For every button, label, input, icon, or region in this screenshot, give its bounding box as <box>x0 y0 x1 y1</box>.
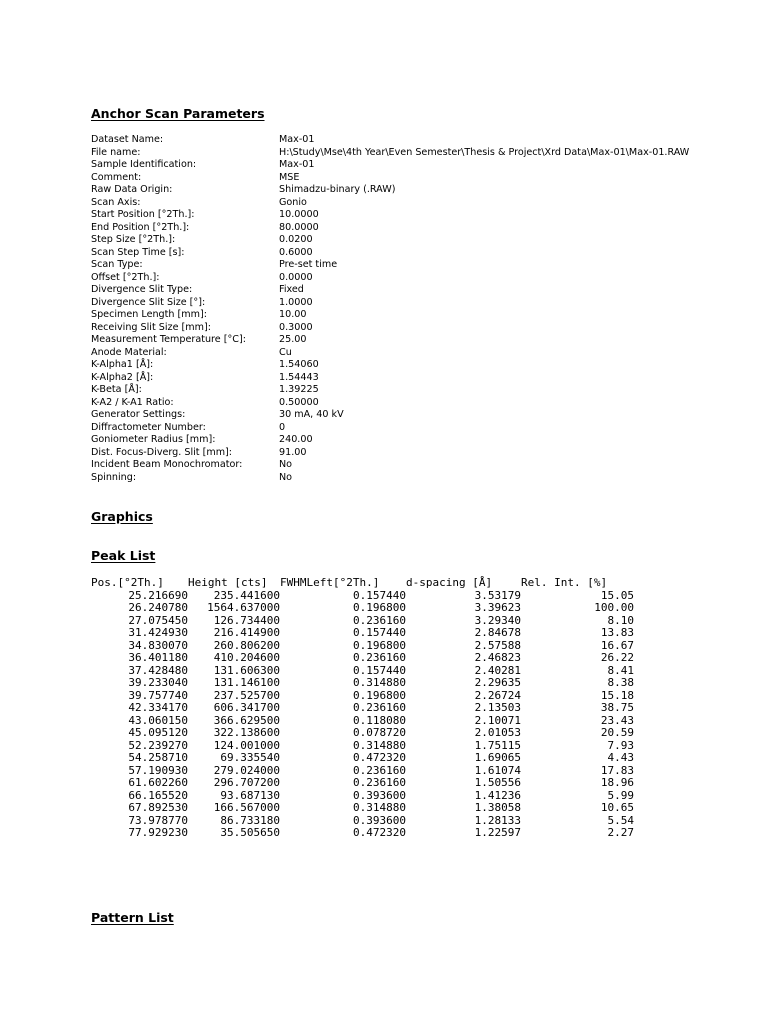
parameter-value: Max-01 <box>279 134 315 145</box>
peak-table-header-row <box>91 577 634 590</box>
table-row <box>91 677 634 690</box>
parameter-row <box>91 334 751 347</box>
peak-rel-intensity-cell: 26.22 <box>600 651 634 664</box>
peak-d-spacing-cell: 2.84678 <box>474 626 521 639</box>
peak-position-cell: 52.239270 <box>128 738 188 752</box>
peak-rel-intensity-cell: 15.18 <box>600 688 634 702</box>
peak-fwhm-cell: 0.236160 <box>353 701 406 714</box>
peak-d-spacing-cell: 1.38058 <box>474 801 521 814</box>
parameter-row <box>91 447 751 460</box>
peak-d-spacing-cell: 1.22597 <box>474 826 521 839</box>
peak-position-cell: 61.602260 <box>128 776 188 789</box>
parameter-value: 1.54443 <box>279 371 319 383</box>
parameter-value: 10.00 <box>279 309 307 320</box>
table-row <box>91 702 634 715</box>
peak-d-spacing-cell: 3.53179 <box>474 588 521 602</box>
peak-fwhm-cell: 0.196800 <box>353 601 406 614</box>
parameter-row <box>91 472 751 485</box>
table-row <box>91 602 634 615</box>
peak-rel-intensity-cell: 100.00 <box>594 601 634 614</box>
peak-height-cell: 93.687130 <box>220 788 280 802</box>
parameter-value: 1.0000 <box>279 296 313 308</box>
peak-position-cell: 31.424930 <box>128 626 188 639</box>
parameter-value: Gonio <box>279 196 307 208</box>
peak-fwhm-cell: 0.314880 <box>353 676 406 689</box>
parameter-label: K-Beta [Å]: <box>91 384 142 395</box>
peak-fwhm-cell: 0.236160 <box>353 763 406 777</box>
peak-rel-intensity-cell: 17.83 <box>600 763 634 777</box>
peak-height-cell: 237.525700 <box>213 688 280 702</box>
parameter-label: Goniometer Radius [mm]: <box>91 434 216 445</box>
column-header-rel-intensity: Rel. Int. [%] <box>521 576 608 589</box>
parameter-label: Dist. Focus-Diverg. Slit [mm]: <box>91 446 233 458</box>
peak-position-cell: 73.978770 <box>128 813 188 827</box>
parameter-row <box>91 422 751 435</box>
peak-rel-intensity-cell: 23.43 <box>600 713 634 727</box>
parameter-label: Divergence Slit Type: <box>91 284 193 295</box>
parameter-row <box>91 234 751 247</box>
peak-position-cell: 66.165520 <box>128 788 188 802</box>
parameter-label: K-Alpha2 [Å]: <box>91 371 154 383</box>
peak-fwhm-cell: 0.472320 <box>353 751 406 764</box>
parameter-label: Generator Settings: <box>91 409 186 420</box>
peak-d-spacing-cell: 2.57588 <box>474 638 521 652</box>
peak-height-cell: 366.629500 <box>213 713 280 727</box>
peak-height-cell: 126.734400 <box>213 613 280 627</box>
parameter-label: Divergence Slit Size [°]: <box>91 296 206 308</box>
parameter-value: 0.3000 <box>279 321 313 333</box>
peak-height-cell: 35.505650 <box>220 826 280 839</box>
parameter-row <box>91 284 751 297</box>
peak-d-spacing-cell: 1.50556 <box>474 776 521 789</box>
parameter-value: 0.0000 <box>279 271 313 283</box>
peak-height-cell: 131.606300 <box>213 663 280 677</box>
peak-position-cell: 57.190930 <box>128 763 188 777</box>
peak-position-cell: 34.830070 <box>128 638 188 652</box>
parameter-label: Specimen Length [mm]: <box>91 309 207 320</box>
parameter-value: 240.00 <box>279 434 313 445</box>
parameter-label: File name: <box>91 146 141 158</box>
peak-fwhm-cell: 0.157440 <box>353 588 406 602</box>
parameter-label: Scan Type: <box>91 259 143 270</box>
peak-d-spacing-cell: 3.29340 <box>474 613 521 627</box>
peak-height-cell: 260.806200 <box>213 638 280 652</box>
parameter-row <box>91 397 751 410</box>
parameter-value: Shimadzu-binary (.RAW) <box>279 184 396 195</box>
parameter-row <box>91 359 751 372</box>
graphics-heading: Graphics <box>91 509 153 524</box>
parameter-label: Start Position [°2Th.]: <box>91 209 195 220</box>
parameter-value: 10.0000 <box>279 209 319 220</box>
parameter-row <box>91 384 751 397</box>
parameter-row <box>91 247 751 260</box>
parameter-label: Dataset Name: <box>91 134 164 145</box>
table-row <box>91 727 634 740</box>
peak-fwhm-cell: 0.236160 <box>353 651 406 664</box>
parameter-label: Spinning: <box>91 471 137 483</box>
parameter-row <box>91 222 751 235</box>
peak-rel-intensity-cell: 8.10 <box>607 613 634 627</box>
table-row <box>91 827 634 840</box>
parameter-row <box>91 409 751 422</box>
peak-height-cell: 86.733180 <box>220 813 280 827</box>
scan-parameters-list <box>91 134 751 484</box>
parameter-value: 30 mA, 40 kV <box>279 409 344 420</box>
peak-position-cell: 39.757740 <box>128 688 188 702</box>
parameter-label: Incident Beam Monochromator: <box>91 459 243 470</box>
peak-rel-intensity-cell: 5.54 <box>607 813 634 827</box>
peak-height-cell: 166.567000 <box>213 801 280 814</box>
peak-fwhm-cell: 0.236160 <box>353 776 406 789</box>
table-row <box>91 752 634 765</box>
peak-fwhm-cell: 0.236160 <box>353 613 406 627</box>
peak-d-spacing-cell: 2.46823 <box>474 651 521 664</box>
peak-position-cell: 36.401180 <box>128 651 188 664</box>
peak-rel-intensity-cell: 2.27 <box>607 826 634 839</box>
peak-d-spacing-cell: 2.13503 <box>474 701 521 714</box>
peak-d-spacing-cell: 1.41236 <box>474 788 521 802</box>
peak-position-cell: 67.892530 <box>128 801 188 814</box>
table-row <box>91 777 634 790</box>
parameter-row <box>91 434 751 447</box>
parameter-row <box>91 172 751 185</box>
peak-d-spacing-cell: 1.61074 <box>474 763 521 777</box>
peak-height-cell: 216.414900 <box>213 626 280 639</box>
peak-height-cell: 279.024000 <box>213 763 280 777</box>
peak-position-cell: 26.240780 <box>128 601 188 614</box>
peak-position-cell: 42.334170 <box>128 701 188 714</box>
peak-height-cell: 296.707200 <box>213 776 280 789</box>
peak-fwhm-cell: 0.196800 <box>353 638 406 652</box>
peak-fwhm-cell: 0.314880 <box>353 801 406 814</box>
parameter-label: Measurement Temperature [°C]: <box>91 334 246 345</box>
parameter-label: Comment: <box>91 171 142 183</box>
peak-rel-intensity-cell: 4.43 <box>607 751 634 764</box>
peak-d-spacing-cell: 3.39623 <box>474 601 521 614</box>
peak-rel-intensity-cell: 18.96 <box>600 776 634 789</box>
peak-d-spacing-cell: 2.26724 <box>474 688 521 702</box>
peak-position-cell: 39.233040 <box>128 676 188 689</box>
parameter-value: 80.0000 <box>279 221 319 233</box>
peak-fwhm-cell: 0.157440 <box>353 663 406 677</box>
peak-height-cell: 235.441600 <box>213 588 280 602</box>
peak-fwhm-cell: 0.078720 <box>353 726 406 739</box>
peak-rel-intensity-cell: 16.67 <box>600 638 634 652</box>
parameter-value: H:\Study\Mse\4th Year\Even Semester\Thesis & Project\Xrd Data\Max-01\Max-01.RAW <box>279 146 690 158</box>
parameter-label: Step Size [°2Th.]: <box>91 234 176 245</box>
peak-d-spacing-cell: 1.28133 <box>474 813 521 827</box>
parameter-value: 0.50000 <box>279 396 319 408</box>
peak-position-cell: 27.075450 <box>128 613 188 627</box>
parameter-value: 25.00 <box>279 334 307 345</box>
column-header-height: Height [cts] <box>188 576 268 589</box>
peak-fwhm-cell: 0.118080 <box>353 713 406 727</box>
peak-position-cell: 43.060150 <box>128 713 188 727</box>
parameter-value: 1.54060 <box>279 359 319 370</box>
peak-position-cell: 45.095120 <box>128 726 188 739</box>
parameter-label: End Position [°2Th.]: <box>91 221 190 233</box>
peak-fwhm-cell: 0.393600 <box>353 813 406 827</box>
parameter-value: Fixed <box>279 284 304 295</box>
parameter-value: 0.6000 <box>279 246 313 258</box>
peak-rel-intensity-cell: 7.93 <box>607 738 634 752</box>
peak-position-cell: 25.216690 <box>128 588 188 602</box>
peak-fwhm-cell: 0.314880 <box>353 738 406 752</box>
table-row <box>91 802 634 815</box>
peak-rel-intensity-cell: 15.05 <box>600 588 634 602</box>
parameter-row <box>91 372 751 385</box>
column-header-d-spacing: d-spacing [Å] <box>406 576 493 589</box>
parameter-row <box>91 297 751 310</box>
peak-position-cell: 54.258710 <box>128 751 188 764</box>
column-header-fwhm: FWHMLeft[°2Th.] <box>280 576 380 589</box>
parameter-row <box>91 147 751 160</box>
parameter-row <box>91 309 751 322</box>
peak-d-spacing-cell: 1.69065 <box>474 751 521 764</box>
parameter-row <box>91 272 751 285</box>
parameter-label: Raw Data Origin: <box>91 184 173 195</box>
parameter-row <box>91 159 751 172</box>
peak-fwhm-cell: 0.157440 <box>353 626 406 639</box>
peak-list-table <box>91 577 634 840</box>
peak-fwhm-cell: 0.472320 <box>353 826 406 839</box>
parameter-label: K-Alpha1 [Å]: <box>91 359 154 370</box>
parameter-row <box>91 184 751 197</box>
peak-height-cell: 410.204600 <box>213 651 280 664</box>
peak-d-spacing-cell: 1.75115 <box>474 738 521 752</box>
peak-height-cell: 606.341700 <box>213 701 280 714</box>
parameter-row <box>91 347 751 360</box>
peak-d-spacing-cell: 2.40281 <box>474 663 521 677</box>
parameter-label: Scan Axis: <box>91 196 141 208</box>
table-row <box>91 627 634 640</box>
parameter-value: 0 <box>279 421 286 433</box>
parameter-value: MSE <box>279 171 300 183</box>
parameter-label: Anode Material: <box>91 346 167 358</box>
parameter-value: No <box>279 471 293 483</box>
parameter-value: Cu <box>279 346 292 358</box>
parameter-label: Receiving Slit Size [mm]: <box>91 321 211 333</box>
peak-list-heading: Peak List <box>91 548 156 563</box>
parameter-label: Offset [°2Th.]: <box>91 271 160 283</box>
peak-fwhm-cell: 0.393600 <box>353 788 406 802</box>
anchor-scan-parameters-heading: Anchor Scan Parameters <box>91 106 265 121</box>
parameter-label: Scan Step Time [s]: <box>91 246 185 258</box>
table-row <box>91 652 634 665</box>
peak-height-cell: 322.138600 <box>213 726 280 739</box>
parameter-value: No <box>279 459 293 470</box>
peak-position-cell: 77.929230 <box>128 826 188 839</box>
parameter-row <box>91 197 751 210</box>
peak-height-cell: 69.335540 <box>220 751 280 764</box>
parameter-label: K-A2 / K-A1 Ratio: <box>91 396 174 408</box>
peak-rel-intensity-cell: 38.75 <box>600 701 634 714</box>
parameter-row <box>91 322 751 335</box>
peak-fwhm-cell: 0.196800 <box>353 688 406 702</box>
peak-d-spacing-cell: 2.01053 <box>474 726 521 739</box>
parameter-value: 1.39225 <box>279 384 319 395</box>
column-header-position: Pos.[°2Th.] <box>91 576 164 589</box>
peak-height-cell: 124.001000 <box>213 738 280 752</box>
peak-rel-intensity-cell: 10.65 <box>600 801 634 814</box>
peak-rel-intensity-cell: 13.83 <box>600 626 634 639</box>
parameter-row <box>91 259 751 272</box>
parameter-value: 91.00 <box>279 446 307 458</box>
parameter-row <box>91 134 751 147</box>
peak-height-cell: 131.146100 <box>213 676 280 689</box>
parameter-label: Diffractometer Number: <box>91 421 206 433</box>
peak-rel-intensity-cell: 5.99 <box>607 788 634 802</box>
peak-rel-intensity-cell: 8.38 <box>607 676 634 689</box>
parameter-value: 0.0200 <box>279 234 313 245</box>
peak-d-spacing-cell: 2.29635 <box>474 676 521 689</box>
parameter-row <box>91 459 751 472</box>
pattern-list-heading: Pattern List <box>91 910 174 925</box>
peak-d-spacing-cell: 2.10071 <box>474 713 521 727</box>
peak-rel-intensity-cell: 8.41 <box>607 663 634 677</box>
parameter-label: Sample Identification: <box>91 159 197 170</box>
peak-height-cell: 1564.637000 <box>207 601 280 614</box>
peak-position-cell: 37.428480 <box>128 663 188 677</box>
parameter-value: Max-01 <box>279 159 315 170</box>
parameter-row <box>91 209 751 222</box>
peak-rel-intensity-cell: 20.59 <box>600 726 634 739</box>
parameter-value: Pre-set time <box>279 259 338 270</box>
